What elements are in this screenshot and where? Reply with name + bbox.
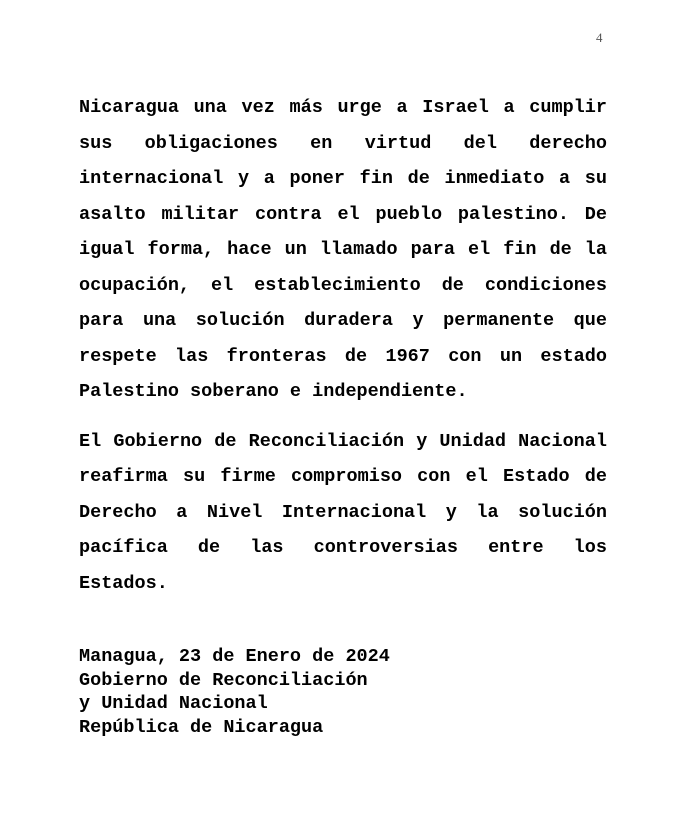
page-number: 4: [596, 30, 603, 45]
signature-line-3: República de Nicaragua: [79, 716, 324, 738]
signature-line-1: Gobierno de Reconciliación: [79, 669, 368, 691]
signature-place-date: Managua, 23 de Enero de 2024: [79, 646, 390, 667]
paragraph-1: Nicaragua una vez más urge a Israel a cumplir sus obligaciones en virtud del derecho internacional y a poner fin de inmediato a su asalto militar contra el pueblo palestino. De igual forma, hace un llamado para el fin de la ocupación, el establecimiento de condiciones para una solución duradera y permanente que respete las fronteras de 1967 con un estado Palestino soberano e independiente.: [79, 97, 607, 402]
document-body: [79, 90, 607, 601]
paragraph-2: El Gobierno de Reconciliación y Unidad Nacional reafirma su firme compromiso con el Estado de Derecho a Nivel Internacional y la solución pacífica de las controversias entre los Estados.: [79, 430, 607, 594]
signature-block: [79, 645, 607, 739]
signature-line-2: y Unidad Nacional: [79, 693, 268, 714]
